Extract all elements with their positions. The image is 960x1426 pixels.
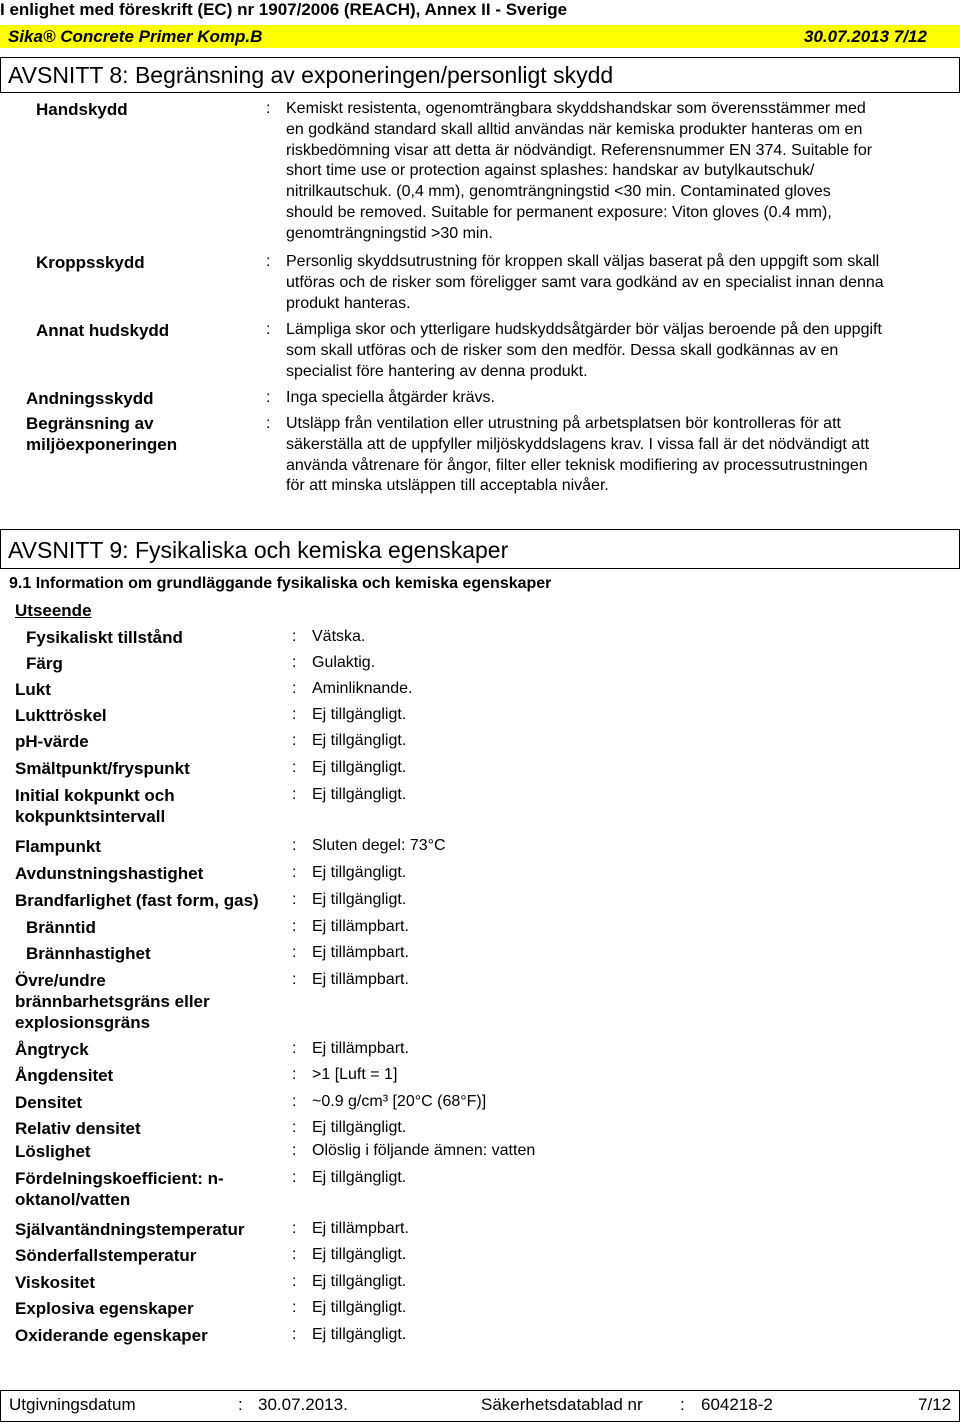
property-label xyxy=(15,758,190,779)
property-label xyxy=(26,917,96,938)
property-colon: : xyxy=(292,1169,297,1186)
property-value: Gulaktig. xyxy=(312,654,376,671)
label-colon: : xyxy=(266,321,271,338)
property-value: Ej tillgängligt. xyxy=(312,864,407,881)
sds-number: 604218-2 xyxy=(701,1395,773,1414)
label-colon: : xyxy=(266,389,271,406)
property-label xyxy=(15,890,259,911)
property-label xyxy=(15,1039,89,1060)
product-name: Sika® Concrete Primer Komp.B xyxy=(8,27,263,46)
section8-text-line: Utsläpp från ventilation eller utrustning på arbetsplatsen bör kontrolleras för att xyxy=(286,415,841,432)
property-label xyxy=(15,863,203,884)
section9-heading xyxy=(0,529,960,569)
property-value: Ej tillgängligt. xyxy=(312,1119,407,1136)
property-colon: : xyxy=(292,891,297,908)
property-label-line: brännbarhetsgräns eller xyxy=(15,992,210,1011)
section8-text xyxy=(286,388,956,409)
property-colon: : xyxy=(292,732,297,749)
property-label-line: Avdunstningshastighet xyxy=(15,864,204,883)
property-label xyxy=(15,1325,208,1346)
property-label xyxy=(26,653,63,674)
footer-colon: : xyxy=(680,1395,685,1414)
label-colon: : xyxy=(266,253,271,270)
property-label-line: Färg xyxy=(26,654,63,673)
section8-text-line: should be removed. Suitable for permanent exposure: Viton gloves (0.4 mm), xyxy=(286,203,832,221)
property-label-line: Smältpunkt/fryspunkt xyxy=(15,759,190,778)
section8-text-line: för att minska utsläppen till acceptabla nivåer. xyxy=(286,477,609,495)
property-colon: : xyxy=(292,1040,297,1057)
property-label-line: Bränntid xyxy=(26,918,96,937)
section8-text-line: som skall utföras och de risker som den medför. Dessa skall godkännas av en xyxy=(286,341,839,359)
section8-heading xyxy=(0,57,960,93)
property-colon: : xyxy=(292,837,297,854)
property-value: Ej tillämpbart. xyxy=(312,944,409,961)
property-label-line: Fysikaliskt tillstånd xyxy=(26,628,183,647)
property-value: Vätska. xyxy=(312,628,366,645)
property-label-line: explosionsgräns xyxy=(15,1013,151,1032)
section8-label: Annat hudskydd xyxy=(36,321,170,340)
property-colon: : xyxy=(292,1119,297,1136)
section8-label xyxy=(26,414,177,455)
property-colon: : xyxy=(292,1246,297,1263)
property-value: Ej tillgängligt. xyxy=(312,1169,407,1186)
section8-label: Handskydd xyxy=(36,100,128,119)
section8-text-line: utföras och de risker som föreligger samt vara godkänd av en specialist innan denna xyxy=(286,273,884,291)
section8-text xyxy=(286,414,956,497)
property-label-line: pH-värde xyxy=(15,732,89,751)
property-colon: : xyxy=(292,1273,297,1290)
property-colon: : xyxy=(292,1326,297,1343)
property-colon: : xyxy=(292,786,297,803)
property-colon: : xyxy=(292,680,297,697)
property-label-line: Sönderfallstemperatur xyxy=(15,1246,197,1265)
label-colon: : xyxy=(266,415,271,432)
property-colon: : xyxy=(292,944,297,961)
section8-text-line: en godkänd standard skall alltid användas när kemiska produkter hanteras om en xyxy=(286,120,863,138)
property-label xyxy=(15,1118,141,1139)
section8-text-line: Kemiskt resistenta, ogenomträngbara skyddshandskar som överensstämmer med xyxy=(286,100,866,117)
property-label-line: Oxiderande egenskaper xyxy=(15,1326,208,1345)
section8-text xyxy=(286,99,956,245)
property-label-line: Lukttröskel xyxy=(15,706,107,725)
issue-date: 30.07.2013. xyxy=(258,1395,348,1414)
property-label xyxy=(26,943,151,964)
property-label xyxy=(15,970,210,1033)
property-value: Aminliknande. xyxy=(312,680,413,697)
property-value: Sluten degel: 73°C xyxy=(312,837,446,854)
section8-text xyxy=(286,320,956,382)
property-label xyxy=(15,1245,196,1266)
section8-label: Kroppsskydd xyxy=(36,253,145,272)
section9-subtitle: 9.1 Information om grundläggande fysikaliska och kemiska egenskaper xyxy=(9,575,552,592)
property-label-line: Initial kokpunkt och xyxy=(15,786,175,805)
property-label-line: Fördelningskoefficient: n- xyxy=(15,1169,224,1188)
section8-text-line: produkt hanteras. xyxy=(286,294,411,312)
property-label-line: Självantändningstemperatur xyxy=(15,1220,245,1239)
section8-text-line: short time use or protection against splashes: handskar av butylkautschuk/ xyxy=(286,162,815,180)
property-label-line: Ångdensitet xyxy=(15,1066,114,1085)
property-value: Ej tillgängligt. xyxy=(312,1326,407,1343)
property-label-line: Brännhastighet xyxy=(26,944,151,963)
property-label xyxy=(15,785,175,827)
date-page: 30.07.2013 7/12 xyxy=(804,27,927,46)
property-value: Ej tillämpbart. xyxy=(312,918,409,935)
regulation-header: I enlighet med föreskrift (EC) nr 1907/2006 (REACH), Annex II - Sverige xyxy=(0,0,568,19)
property-value: >1 [Luft = 1] xyxy=(312,1066,398,1083)
property-colon: : xyxy=(292,628,297,645)
property-label xyxy=(15,1092,82,1113)
property-value: Ej tillämpbart. xyxy=(312,1220,409,1237)
property-label-line: Viskositet xyxy=(15,1273,96,1292)
section8-label-line: miljöexponeringen xyxy=(26,434,178,454)
section8-text-line: specialist före hantering av denna produkt. xyxy=(286,362,588,380)
page-number: 7/12 xyxy=(918,1395,952,1414)
property-colon: : xyxy=(292,1066,297,1083)
property-label xyxy=(15,731,89,752)
property-label-line: Flampunkt xyxy=(15,837,101,856)
property-label-line: Övre/undre xyxy=(15,971,106,990)
property-colon: : xyxy=(292,918,297,935)
property-value: Ej tillgängligt. xyxy=(312,706,407,723)
property-value: Olöslig i följande ämnen: vatten xyxy=(312,1142,536,1159)
property-label xyxy=(15,1065,113,1086)
issue-date-label: Utgivningsdatum xyxy=(9,1395,136,1414)
section8-text-line: genomträngningstid >30 min. xyxy=(286,224,493,242)
section8-text-line: Personlig skyddsutrustning för kroppen skall väljas baserat på den uppgift som skall xyxy=(286,253,880,270)
section8-text-line: Lämpliga skor och ytterligare hudskyddsåtgärder bör väljas beroende på den uppgift xyxy=(286,321,882,338)
property-value: Ej tillämpbart. xyxy=(312,1040,409,1057)
property-value: Ej tillgängligt. xyxy=(312,1299,407,1316)
section8-text-line: använda våtrenare för ångor, filter eller teknisk modifiering av processutrustningen xyxy=(286,456,868,474)
product-bar xyxy=(0,25,960,48)
property-value: Ej tillgängligt. xyxy=(312,759,407,776)
section8-text-line: nitrilkautschuk. (0,4 mm), genomträngningstid <30 min. Contaminated gloves xyxy=(286,183,831,201)
property-colon: : xyxy=(292,1093,297,1110)
section8-text-line: riskbedömning visar att detta är nödvändigt. Referensnummer EN 374. Suitable for xyxy=(286,141,873,159)
property-label xyxy=(15,705,107,726)
section8-label: Andningsskydd xyxy=(26,389,154,408)
property-colon: : xyxy=(292,1142,297,1159)
property-label xyxy=(15,836,101,857)
section8-label-line: Begränsning av xyxy=(26,414,154,433)
section9-title: AVSNITT 9: Fysikaliska och kemiska egenskaper xyxy=(8,537,509,563)
property-value: Ej tillämpbart. xyxy=(312,971,409,988)
property-colon: : xyxy=(292,864,297,881)
property-label-line: oktanol/vatten xyxy=(15,1190,131,1209)
property-label xyxy=(15,1219,245,1240)
sds-label: Säkerhetsdatablad nr xyxy=(481,1395,643,1414)
label-colon: : xyxy=(266,100,271,117)
property-label-line: Relativ densitet xyxy=(15,1119,141,1138)
property-value: Ej tillgängligt. xyxy=(312,1273,407,1290)
property-value: ~0.9 g/cm³ [20°C (68°F)] xyxy=(312,1093,487,1110)
property-label-line: Densitet xyxy=(15,1093,83,1112)
property-label-line: Brandfarlighet (fast form, gas) xyxy=(15,891,259,910)
appearance-heading: Utseende xyxy=(15,601,92,620)
property-label-line: kokpunktsintervall xyxy=(15,807,166,826)
property-label-line: Ångtryck xyxy=(15,1040,89,1059)
property-value: Ej tillgängligt. xyxy=(312,732,407,749)
property-colon: : xyxy=(292,1299,297,1316)
property-colon: : xyxy=(292,971,297,988)
property-label xyxy=(15,679,51,700)
property-label xyxy=(15,1298,194,1319)
footer-colon: : xyxy=(238,1395,243,1414)
property-value: Ej tillgängligt. xyxy=(312,1246,407,1263)
property-colon: : xyxy=(292,759,297,776)
property-label xyxy=(26,627,183,648)
property-colon: : xyxy=(292,654,297,671)
property-value: Ej tillgängligt. xyxy=(312,891,407,908)
section8-title: AVSNITT 8: Begränsning av exponeringen/personligt skydd xyxy=(8,62,614,88)
property-label-line: Löslighet xyxy=(15,1142,91,1161)
section8-text xyxy=(286,252,956,314)
footer xyxy=(0,1390,960,1422)
property-label xyxy=(15,1168,224,1210)
property-label-line: Explosiva egenskaper xyxy=(15,1299,194,1318)
property-label xyxy=(15,1272,95,1293)
section8-text-line: säkerställa att de uppfyller miljöskyddslagens krav. I vissa fall är det nödvändigt att xyxy=(286,435,870,453)
property-label xyxy=(15,1141,91,1162)
property-colon: : xyxy=(292,706,297,723)
property-colon: : xyxy=(292,1220,297,1237)
property-label-line: Lukt xyxy=(15,680,51,699)
section8-text-line: Inga speciella åtgärder krävs. xyxy=(286,389,495,406)
property-value: Ej tillgängligt. xyxy=(312,786,407,803)
